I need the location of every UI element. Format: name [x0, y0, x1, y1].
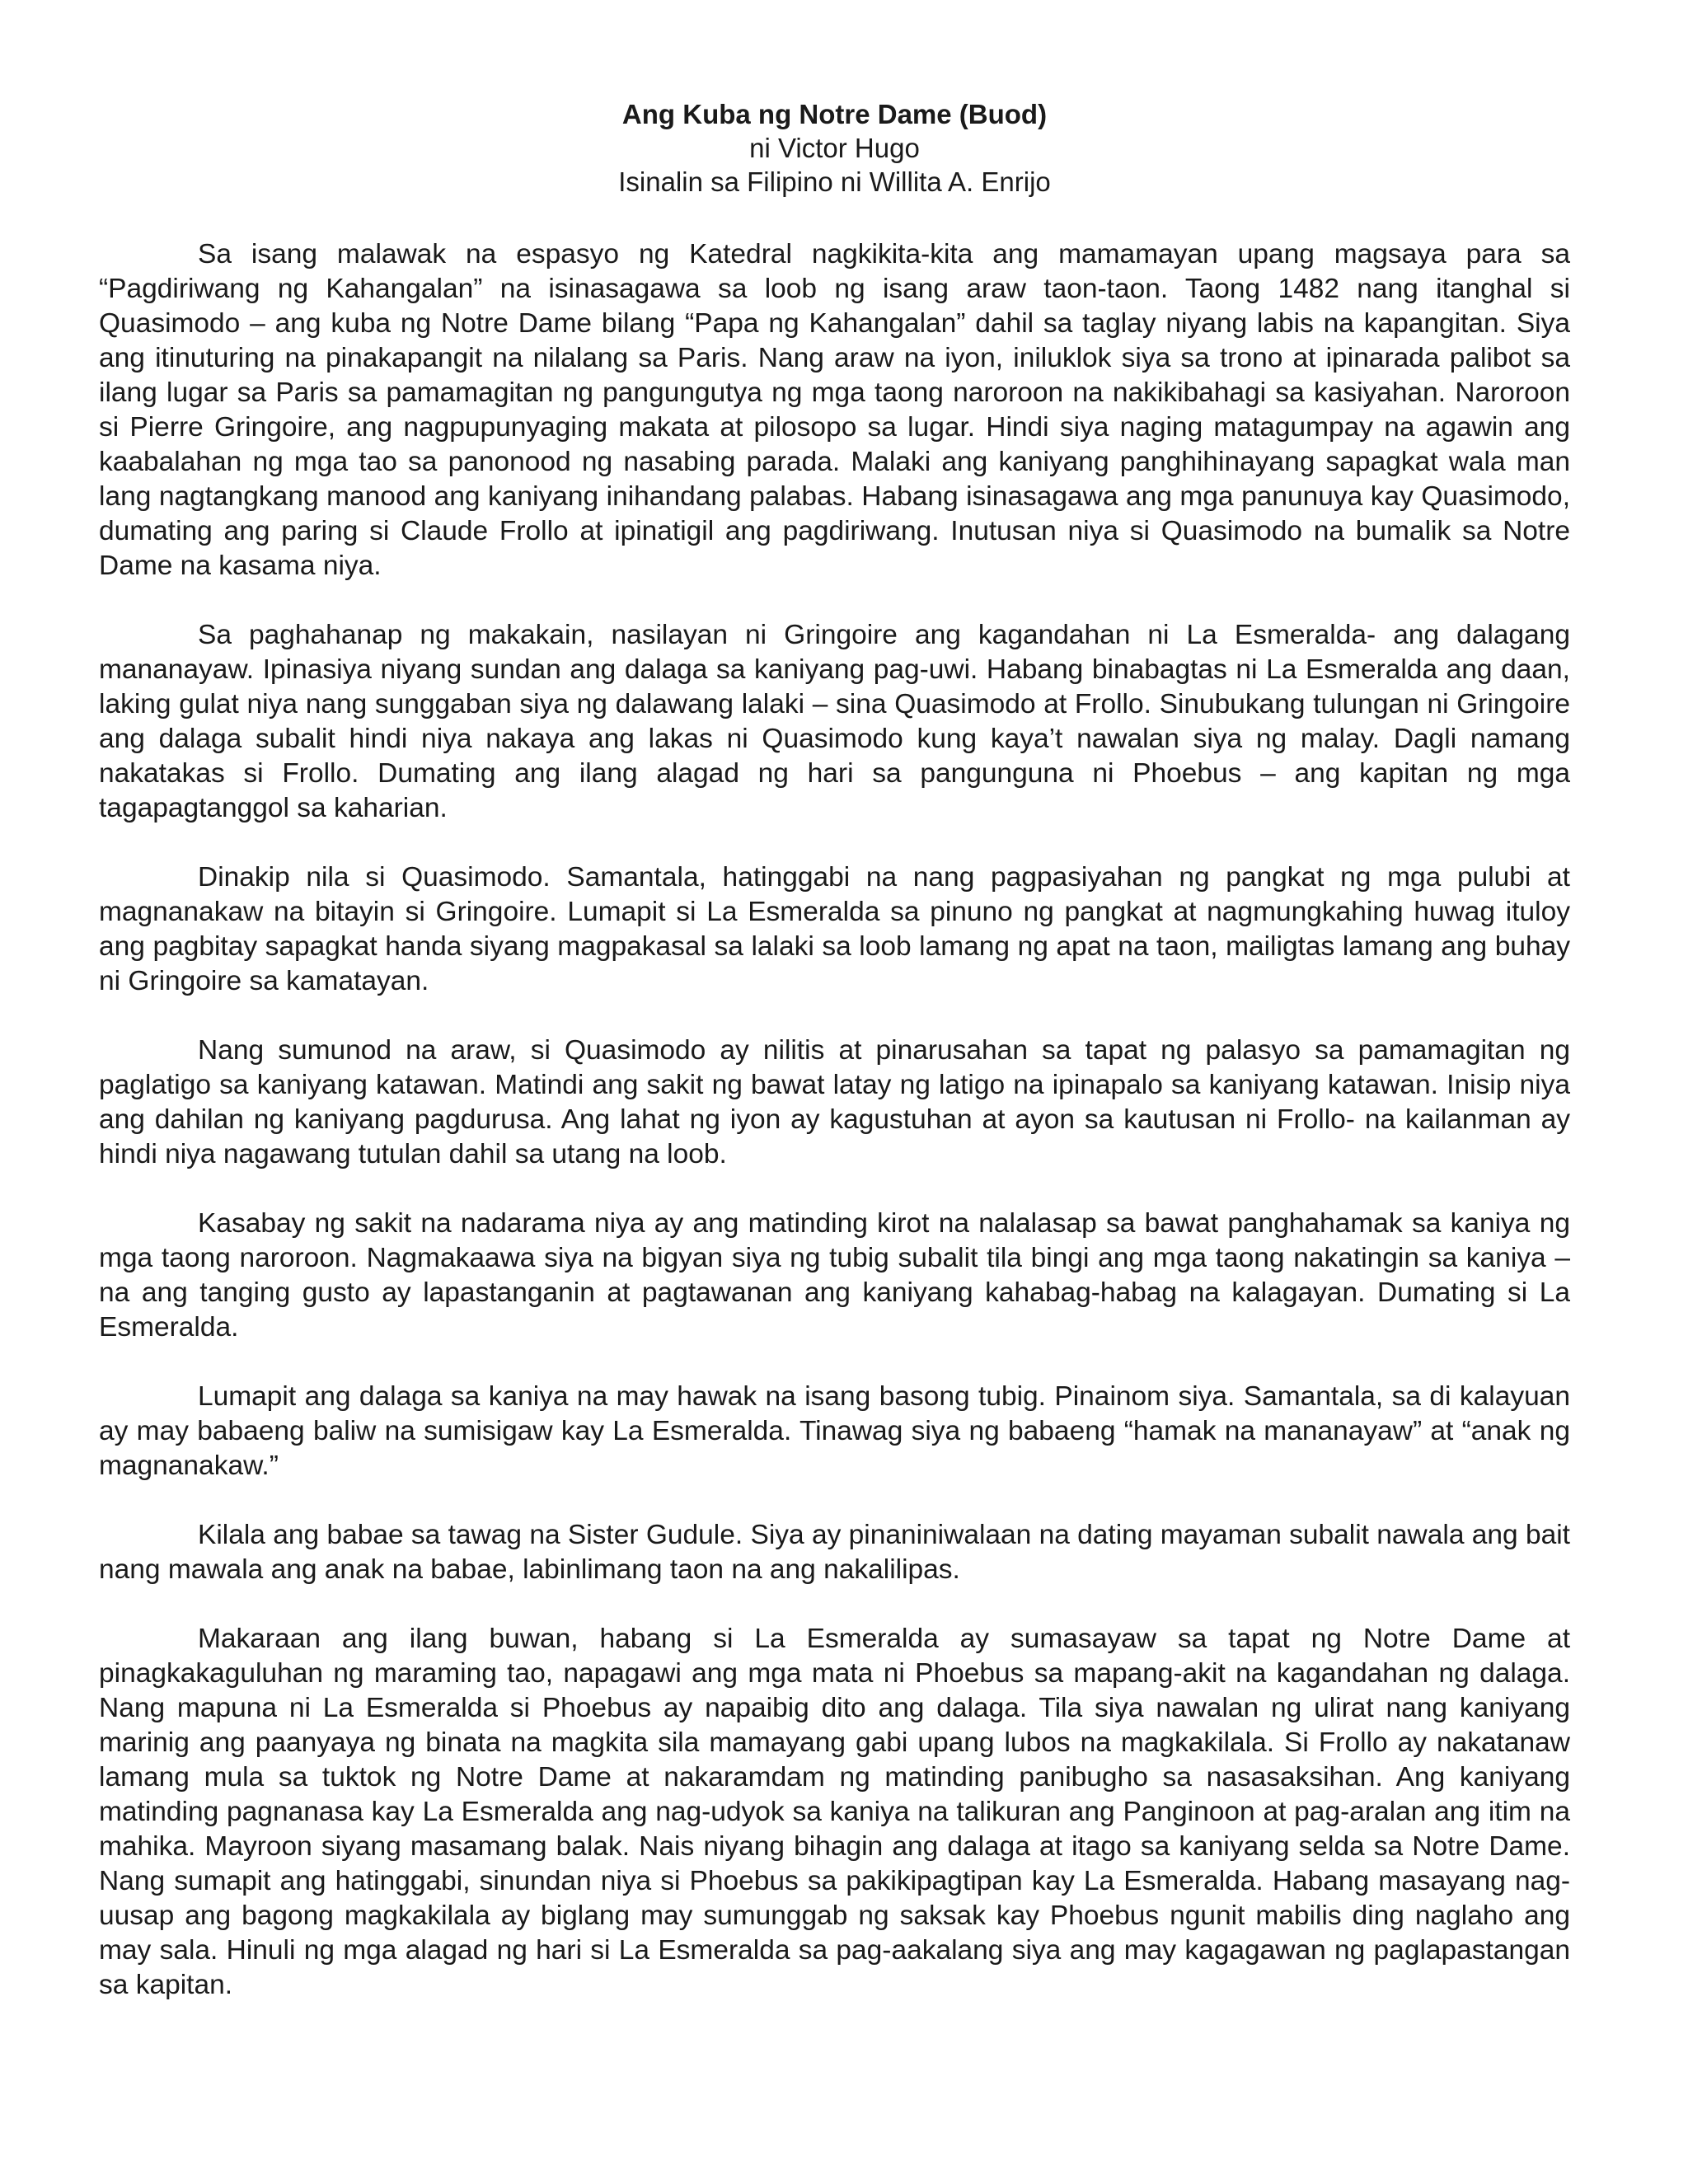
document-body	[99, 237, 1570, 2003]
paragraph-8: Makaraan ang ilang buwan, habang si La Esmeralda ay sumasayaw sa tapat ng Notre Dame at pinagkakaguluhan ng maraming tao, napagawi ang mga mata ni Phoebus sa mapang-akit na kagandahan ng dalaga. Nang mapuna ni La Esmeralda si Phoebus ay napaibig dito ang dalaga. Tila siya nawalan ng ulirat nang kaniyang marinig ang paanyaya ng binata na magkita sila mamayang gabi upang lubos na magkakilala. Si Frollo ay nakatanaw lamang mula sa tuktok ng Notre Dame at nakaramdam ng matinding panibugho sa nasasaksihan. Ang kaniyang matinding pagnanasa kay La Esmeralda ang nag-udyok sa kaniya na talikuran ang Panginoon at pag-aralan ang itim na mahika. Mayroon siyang masamang balak. Nais niyang bihagin ang dalaga at itago sa kaniyang selda sa Notre Dame. Nang sumapit ang hatinggabi, sinundan niya si Phoebus sa pakikipagtipan kay La Esmeralda. Habang masayang nag-uusap ang bagong magkakilala ay biglang may sumunggab ng saksak kay Phoebus ngunit mabilis ding naglaho ang may sala. Hinuli ng mga alagad ng hari si La Esmeralda sa pag-aakalang siya ang may kagagawan ng paglapastangan sa kapitan.	[99, 1624, 1570, 2000]
paragraph-3: Dinakip nila si Quasimodo. Samantala, hatinggabi na nang pagpasiyahan ng pangkat ng mga pulubi at magnanakaw na bitayin si Gringoire. Lumapit si La Esmeralda sa pinuno ng pangkat at nagmungkahing huwag ituloy ang pagbitay sapagkat handa siyang magpakasal sa lalaki sa loob lamang ng apat na taon, mailigtas lamang ang buhay ni Gringoire sa kamatayan.	[99, 862, 1570, 996]
paragraph-2: Sa paghahanap ng makakain, nasilayan ni Gringoire ang kagandahan ni La Esmeralda- ang dalagang mananayaw. Ipinasiya niyang sundan ang dalaga sa kaniyang pag-uwi. Habang binabagtas ni La Esmeralda ang daan, laking gulat niya nang sunggaban siya ng dalawang lalaki – sina Quasimodo at Frollo. Sinubukang tulungan ni Gringoire ang dalaga subalit hindi niya nakaya ang lakas ni Quasimodo kung kaya’t nawalan siya ng malay. Dagli namang nakatakas si Frollo. Dumating ang ilang alagad ng hari sa pangunguna ni Phoebus – ang kapitan ng mga tagapagtanggol sa kaharian.	[99, 620, 1570, 823]
paragraph-7: Kilala ang babae sa tawag na Sister Gudule. Siya ay pinaniniwalaan na dating mayaman subalit nawala ang bait nang mawala ang anak na babae, labinlimang taon na ang nakalilipas.	[99, 1520, 1570, 1585]
paragraph-4: Nang sumunod na araw, si Quasimodo ay nilitis at pinarusahan sa tapat ng palasyo sa pamamagitan ng paglatigo sa kaniyang katawan. Matindi ang sakit ng bawat latay ng latigo na ipinapalo sa kaniyang katawan. Inisip niya ang dahilan ng kaniyang pagdurusa. Ang lahat ng iyon ay kagustuhan at ayon sa kautusan ni Frollo- na kailanman ay hindi niya nagawang tutulan dahil sa utang na loob.	[99, 1035, 1570, 1169]
document-translator: Isinalin sa Filipino ni Willita A. Enrijo	[618, 166, 1051, 197]
document-author: ni Victor Hugo	[749, 133, 920, 163]
paragraph-1: Sa isang malawak na espasyo ng Katedral nagkikita-kita ang mamamayan upang magsaya para sa “Pagdiriwang ng Kahangalan” na isinasagawa sa loob ng isang araw taon-taon. Taong 1482 nang itanghal si Quasimodo – ang kuba ng Notre Dame bilang “Papa ng Kahangalan” dahil sa taglay niyang labis na kapangitan. Siya ang itinuturing na pinakapangit na nilalang sa Paris. Nang araw na iyon, iniluklok siya sa trono at ipinarada palibot sa ilang lugar sa Paris sa pamamagitan ng pangungutya ng mga taong naroroon na nakikibahagi sa kasiyahan. Naroroon si Pierre Gringoire, ang nagpupunyaging makata at pilosopo sa lugar. Hindi siya naging matagumpay na agawin ang kaabalahan ng mga tao sa panonood ng nasabing parada. Malaki ang kaniyang panghihinayang sapagkat wala man lang nagtangkang manood ang kaniyang inihandang palabas. Habang isinasagawa ang mga panunuya kay Quasimodo, dumating ang paring si Claude Frollo at ipinatigil ang pagdiriwang. Inutusan niya si Quasimodo na bumalik sa Notre Dame na kasama niya.	[99, 239, 1570, 581]
document-header	[99, 97, 1570, 199]
document-title: Ang Kuba ng Notre Dame (Buod)	[621, 99, 1048, 129]
paragraph-5: Kasabay ng sakit na nadarama niya ay ang matinding kirot na nalalasap sa bawat panghahamak sa kaniya ng mga taong naroroon. Nagmakaawa siya na bigyan siya ng tubig subalit tila bingi ang mga taong nakatingin sa kaniya – na ang tanging gusto ay lapastanganin at pagtawanan ang kaniyang kahabag-habag na kalagayan. Dumating si La Esmeralda.	[99, 1208, 1570, 1343]
paragraph-6: Lumapit ang dalaga sa kaniya na may hawak na isang basong tubig. Pinainom siya. Samantala, sa di kalayuan ay may babaeng baliw na sumisigaw kay La Esmeralda. Tinawag siya ng babaeng “hamak na mananayaw” at “anak ng magnanakaw.”	[99, 1381, 1570, 1481]
